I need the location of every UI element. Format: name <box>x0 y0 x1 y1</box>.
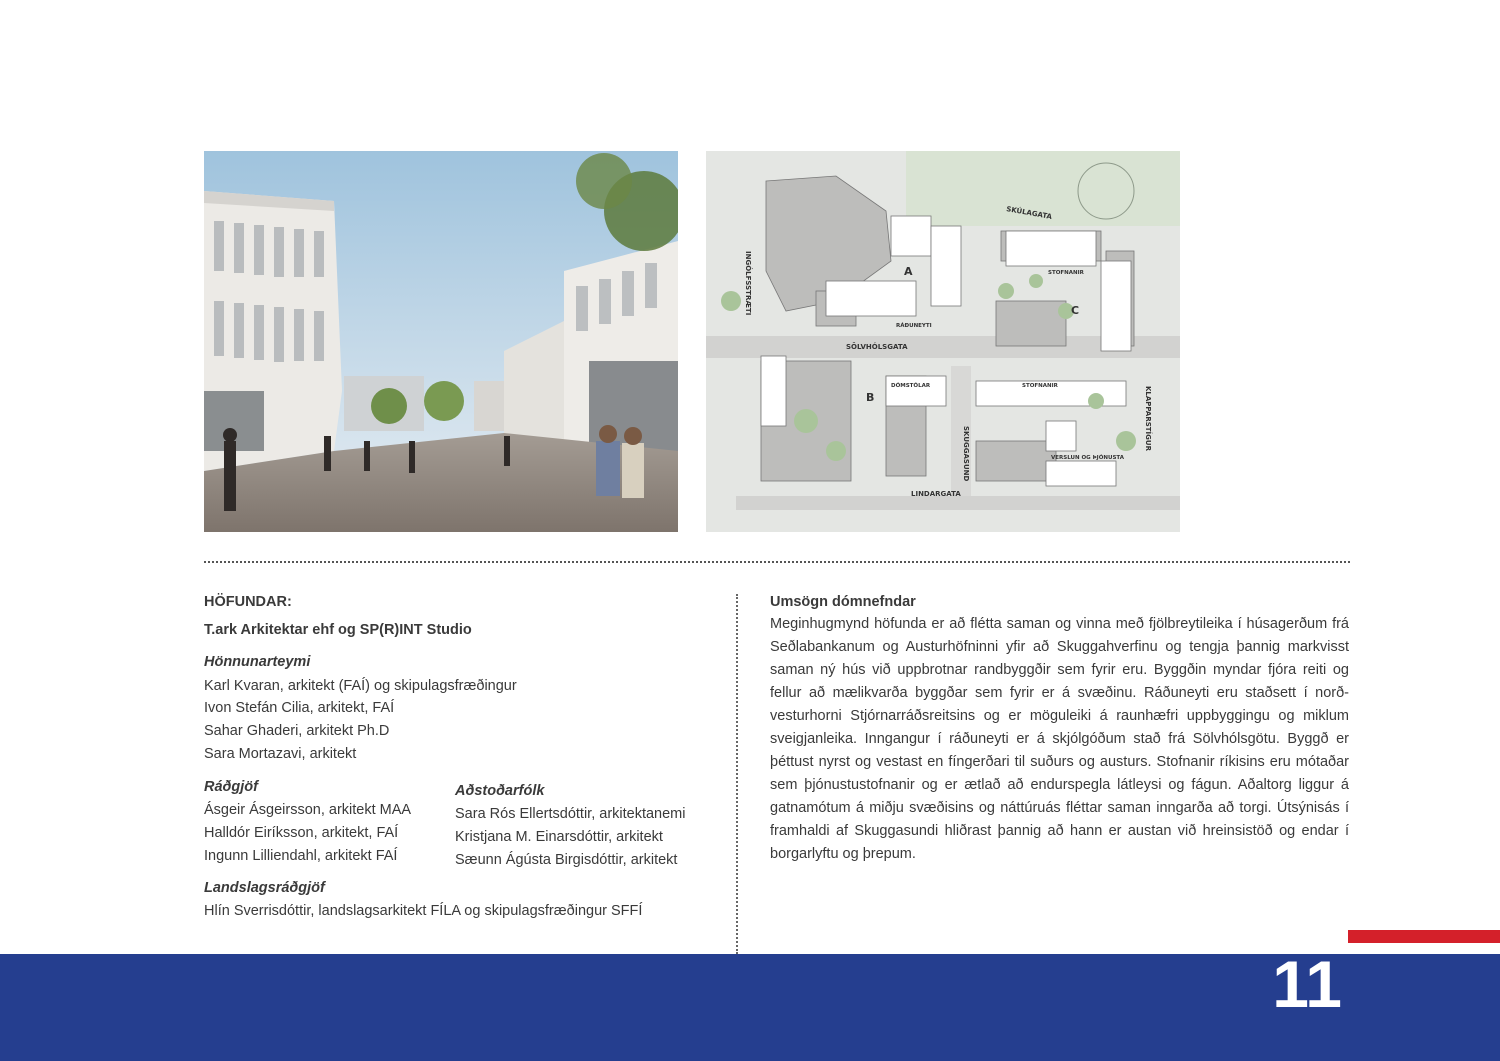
page-number: 11 <box>1272 947 1342 1021</box>
svg-text:C: C <box>1071 304 1080 317</box>
svg-text:LINDARGATA: LINDARGATA <box>911 490 961 498</box>
svg-text:SKÚLAGATA: SKÚLAGATA <box>1005 205 1053 221</box>
design-team-member: Sahar Ghaderi, arkitekt Ph.D <box>204 723 390 739</box>
design-team-member: Sara Mortazavi, arkitekt <box>204 746 357 762</box>
design-team-member: Karl Kvaran, arkitekt (FAÍ) og skipulagsfræðingur <box>204 678 517 694</box>
assistants-title: Aðstoðarfólk <box>455 783 545 799</box>
svg-text:B: B <box>866 391 875 404</box>
design-team-title: Hönnunarteymi <box>204 654 311 670</box>
svg-text:DÓMSTÓLAR: DÓMSTÓLAR <box>891 383 931 389</box>
svg-text:KLAPPARSTÍGUR: KLAPPARSTÍGUR <box>1144 386 1152 451</box>
street-render-image <box>204 151 678 532</box>
svg-text:STOFNANIR: STOFNANIR <box>1022 383 1058 389</box>
assistant-member: Sæunn Ágústa Birgisdóttir, arkitekt <box>455 852 678 868</box>
accent-bar <box>1348 930 1500 943</box>
svg-text:SÖLVHÓLSGATA: SÖLVHÓLSGATA <box>846 343 908 351</box>
design-team-member: Ivon Stefán Cilia, arkitekt, FAÍ <box>204 700 395 716</box>
consultant-member: Ingunn Lilliendahl, arkitekt FAÍ <box>204 848 398 864</box>
jury-text: Meginhugmynd höfunda er að flétta saman og vinna með fjölbreytileika í húsagerðum frá Seðlabankanum og Austurhöfninni yfir að Skuggahverfinu og tengja þannig markvisst saman ný hús við uppbrotnar randbyggðir sem fyrir eru. Byggðin myndar fjóra reiti og fellur að mælikvarða byggðar sem fyrir er á svæðinu. Ráðuneyti eru staðsett í norð-vesturhorni Stjórnarráðsreitsins og er möguleiki á raunhæfri uppbyggingu og miklum sveigjanleika. Inngangur í ráðuneyti er á skjólgóðum stað frá Sölvhólsgötu. Byggð er þéttust nyrst og vestast en fíngerðari til suðurs og austurs. Stofnanir ríkisins eru mótaðar sem þjónustustofnanir og er ætlað að endurspegla látleysi og fágun. Aðaltorg liggur á gatnamótum á miðju svæðisins og náttúruás fléttar saman inngarða að torgi. Útsýnisás í framhaldi af Skuggasundi hliðrast þannig að hann er austan við hreinsistöð og endar í borgarlyftu og þrepum. <box>770 616 1349 862</box>
svg-text:VERSLUN OG ÞJÓNUSTA: VERSLUN OG ÞJÓNUSTA <box>1051 455 1124 461</box>
firm-name: T.ark Arkitektar ehf og SP(R)INT Studio <box>204 622 472 638</box>
jury-title: Umsögn dómnefndar <box>770 594 916 610</box>
column-divider <box>736 594 738 954</box>
authors-heading: HÖFUNDAR: <box>204 594 292 610</box>
landscape-title: Landslagsráðgjöf <box>204 880 325 896</box>
svg-text:A: A <box>904 265 913 278</box>
consultants-title: Ráðgjöf <box>204 779 258 795</box>
svg-text:INGÓLFSSTRÆTI: INGÓLFSSTRÆTI <box>744 251 752 316</box>
svg-text:STOFNANIR: STOFNANIR <box>1048 270 1084 276</box>
svg-text:SKUGGASUND: SKUGGASUND <box>962 426 970 482</box>
assistant-member: Sara Rós Ellertsdóttir, arkitektanemi <box>455 806 686 822</box>
landscape-member: Hlín Sverrisdóttir, landslagsarkitekt FÍLA og skipulagsfræðingur SFFÍ <box>204 903 643 919</box>
horizontal-divider <box>204 561 1350 563</box>
assistant-member: Kristjana M. Einarsdóttir, arkitekt <box>455 829 663 845</box>
consultant-member: Ásgeir Ásgeirsson, arkitekt MAA <box>204 802 412 818</box>
site-plan-image <box>706 151 1180 532</box>
svg-text:RÁÐUNEYTI: RÁÐUNEYTI <box>896 323 932 329</box>
consultant-member: Halldór Eiríksson, arkitekt, FAÍ <box>204 825 399 841</box>
